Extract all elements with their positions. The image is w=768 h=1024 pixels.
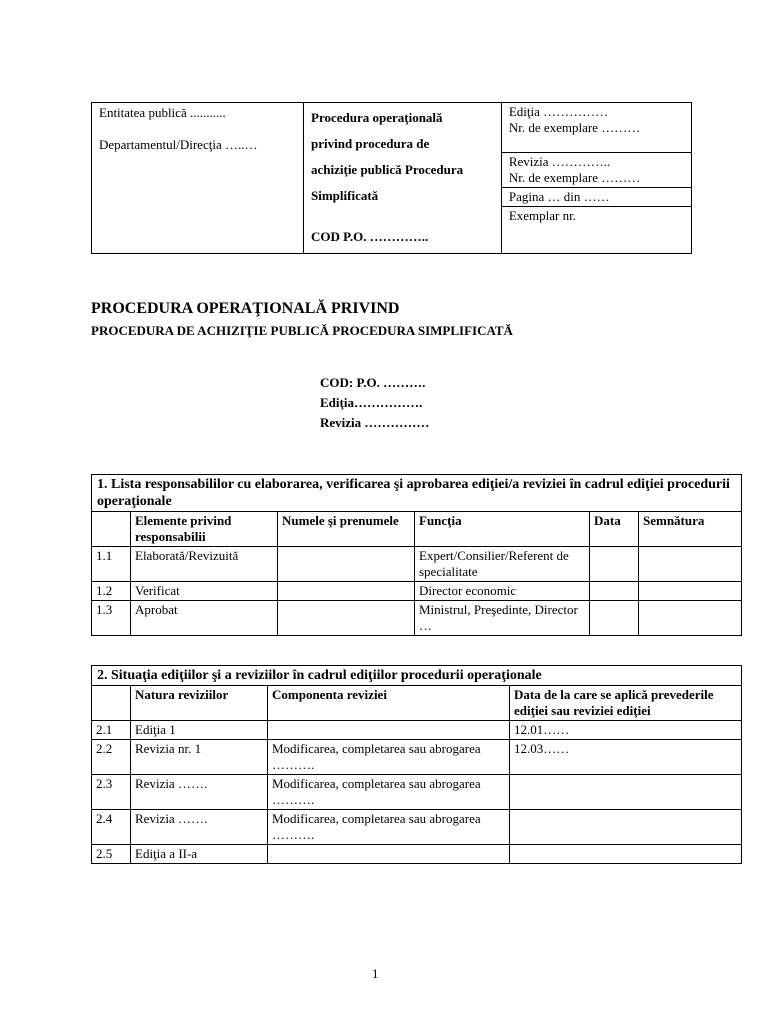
code-block: [320, 373, 429, 433]
code-label: COD: P.O. ……….: [320, 375, 426, 390]
table-cell: [268, 845, 510, 864]
table-title: 2. Situaţia ediţiilor şi a reviziilor în cadrul ediţiilor procedurii operaţionale: [92, 666, 742, 686]
table-cell: 2.2: [92, 740, 131, 775]
table-cell: [510, 810, 742, 845]
table-cell: [510, 775, 742, 810]
procedure-title-cell: [304, 103, 502, 254]
copy-number-box: [502, 207, 691, 225]
table-cell: 2.5: [92, 845, 131, 864]
page-box: [502, 188, 691, 207]
table-cell: 1.3: [92, 601, 131, 636]
table-cell: 12.03……: [510, 740, 742, 775]
table-cell: 2.1: [92, 721, 131, 740]
table-row: [92, 721, 742, 740]
table-cell: Expert/Consilier/Referent de specialitate: [415, 547, 590, 582]
table-cell: Modificarea, completarea sau abrogarea ……….: [268, 810, 510, 845]
page-label: Pagina … din ……: [508, 189, 610, 204]
table-cell: Modificarea, completarea sau abrogarea ……….: [268, 775, 510, 810]
procedure-title-line: Simplificată: [311, 188, 379, 203]
procedure-title: [311, 105, 494, 209]
table-row: [92, 547, 742, 582]
page-number: 1: [372, 966, 379, 981]
copy-number-label: Exemplar nr.: [508, 208, 576, 223]
table-header: [92, 686, 131, 721]
copies-label: Nr. de exemplare ………: [508, 170, 641, 185]
responsibles-table: [91, 474, 742, 636]
table-header: Data: [590, 512, 639, 547]
revision-box: [502, 153, 691, 188]
edition-info-cell: [501, 103, 691, 254]
cod-po-label: COD P.O. …………..: [311, 229, 429, 244]
table-cell: [510, 845, 742, 864]
editions-table: [91, 665, 742, 864]
copies-label: Nr. de exemplare ………: [508, 120, 641, 135]
table-header: [92, 512, 131, 547]
table-cell: [278, 547, 415, 582]
table-cell: [590, 547, 639, 582]
document-subtitle: PROCEDURA DE ACHIZIŢIE PUBLICĂ PROCEDURA SIMPLIFICATĂ: [91, 323, 513, 338]
table-row: [92, 582, 742, 601]
table-header: Numele şi prenumele: [278, 512, 415, 547]
table-cell: Modificarea, completarea sau abrogarea ……….: [268, 740, 510, 775]
table-cell: 1.1: [92, 547, 131, 582]
department-label: Departamentul/Direcţia …..…: [99, 137, 258, 152]
document-title: PROCEDURA OPERAŢIONALĂ PRIVIND: [91, 300, 400, 317]
table-cell: [639, 582, 742, 601]
table-header: Semnătura: [639, 512, 742, 547]
table-row: [92, 601, 742, 636]
edition-label: Ediţia ……………: [508, 104, 609, 119]
table-header: Natura reviziilor: [131, 686, 268, 721]
table-cell: 2.3: [92, 775, 131, 810]
table-cell: Ediţia a II-a: [131, 845, 268, 864]
table-row: [92, 810, 742, 845]
table-cell: Revizia …….: [131, 810, 268, 845]
table-header: Componenta reviziei: [268, 686, 510, 721]
table-header: Data de la care se aplică prevederile ediţiei sau reviziei ediţiei: [510, 686, 742, 721]
entity-label: Entitatea publică ...........: [99, 105, 226, 120]
table-row: [92, 845, 742, 864]
edition-box: [502, 103, 691, 153]
header-table: [91, 102, 692, 254]
table-cell: Verificat: [131, 582, 278, 601]
table-cell: [278, 582, 415, 601]
table-cell: Revizia …….: [131, 775, 268, 810]
table-title: 1. Lista responsabililor cu elaborarea, verificarea şi aprobarea ediţiei/a reviziei în cadrul ediţiei procedurii operaţionale: [92, 475, 742, 512]
table-cell: [268, 721, 510, 740]
table-cell: Ministrul, Preşedinte, Director …: [415, 601, 590, 636]
entity-cell: [92, 103, 304, 254]
table-header: Elemente privind responsabilii: [131, 512, 278, 547]
table-cell: Director economic: [415, 582, 590, 601]
table-cell: 12.01……: [510, 721, 742, 740]
table-cell: Elaborată/Revizuită: [131, 547, 278, 582]
procedure-title-line: achiziţie publică Procedura: [311, 162, 464, 177]
table-cell: [278, 601, 415, 636]
table-row: [92, 775, 742, 810]
table-cell: Revizia nr. 1: [131, 740, 268, 775]
table-cell: [639, 547, 742, 582]
revision-label: Revizia ……………: [320, 415, 430, 430]
table-cell: [590, 601, 639, 636]
revision-label: Revizia …………..: [508, 154, 611, 169]
table-cell: 1.2: [92, 582, 131, 601]
table-row: [92, 740, 742, 775]
table-cell: Aprobat: [131, 601, 278, 636]
procedure-title-line: Procedura operaţională: [311, 110, 443, 125]
table-cell: Ediţia 1: [131, 721, 268, 740]
table-cell: [639, 601, 742, 636]
table-cell: 2.4: [92, 810, 131, 845]
edition-label: Ediţia…………….: [320, 395, 423, 410]
table-cell: [590, 582, 639, 601]
procedure-title-line: privind procedura de: [311, 136, 430, 151]
table-header: Funcţia: [415, 512, 590, 547]
